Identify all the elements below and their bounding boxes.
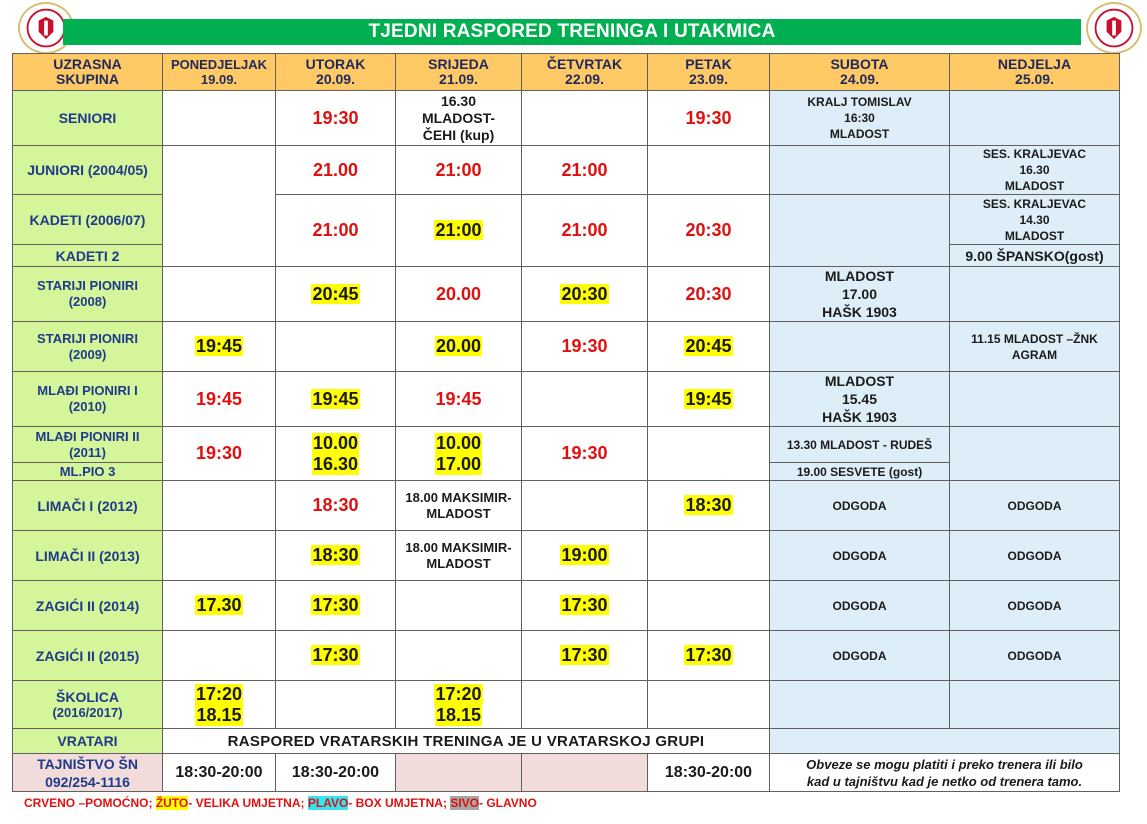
page-title: TJEDNI RASPORED TRENINGA I UTAKMICA <box>63 19 1081 45</box>
cell-thu: 19:30 <box>522 322 648 372</box>
cell-line: 11.15 MLADOST –ŽNK <box>971 331 1098 346</box>
cell-line: SES. KRALJEVAC <box>982 147 1087 161</box>
cell-sun <box>950 267 1120 322</box>
time-highlight: 19:45 <box>312 388 359 409</box>
group-line: 092/254-1116 <box>45 773 130 790</box>
cell-sat: 13.30 MLADOST - RUDEŠ <box>770 427 950 463</box>
legend-gray-desc: - GLAVNO <box>479 796 537 810</box>
cell-sat <box>770 681 950 729</box>
cell-sun: ODGODA <box>950 581 1120 631</box>
cell-sun <box>950 195 1120 245</box>
cell-sat: ODGODA <box>770 481 950 531</box>
cell-fri <box>648 681 770 729</box>
cell-thu <box>522 481 648 531</box>
day-date: 23.09. <box>689 71 728 87</box>
day-date: 22.09. <box>565 71 604 87</box>
cell-sun: ODGODA <box>950 631 1120 681</box>
table-row <box>13 267 1120 322</box>
group-line: (2011) <box>69 444 106 460</box>
cell-weekend <box>770 729 1120 754</box>
cell-thu <box>522 267 648 322</box>
cell-wed <box>396 754 522 792</box>
header-day-thu <box>522 54 648 91</box>
cell-wed: 21:00 <box>396 146 522 195</box>
cell-line: MLADOST <box>829 127 890 141</box>
cell-thu <box>522 372 648 427</box>
cell-sun <box>950 681 1120 729</box>
header-group-line2: SKUPINA <box>55 71 119 87</box>
cell-fri <box>648 581 770 631</box>
time-highlight: 20:45 <box>312 283 359 304</box>
cell-thu: 19:30 <box>522 427 648 481</box>
group-label: VRATARI <box>13 729 163 754</box>
legend-red: CRVENO –POMOĆNO; <box>24 796 153 810</box>
time-highlight: 17:30 <box>312 645 359 665</box>
cell-fri <box>648 146 770 195</box>
color-legend <box>24 796 537 810</box>
header-day-sat <box>770 54 950 91</box>
cell-fri <box>648 481 770 531</box>
time-highlight: 18:30 <box>312 545 359 565</box>
day-name: PETAK <box>685 56 732 72</box>
group-line: (2010) <box>68 399 107 414</box>
time-highlight: 10.00 <box>312 432 359 453</box>
cell-sat <box>770 91 950 146</box>
time-highlight: 17:20 <box>435 683 482 704</box>
day-name: SUBOTA <box>830 56 889 72</box>
day-date: 20.09. <box>316 71 355 87</box>
cell-sat <box>770 322 950 372</box>
day-name: UTORAK <box>305 56 366 72</box>
cell-tue <box>276 267 396 322</box>
time-highlight: 17:20 <box>195 683 243 704</box>
cell-wed <box>396 531 522 581</box>
cell-line: MLADOST <box>824 268 895 284</box>
legend-blue-desc: - BOX UMJETNA <box>348 796 443 810</box>
cell-sun <box>950 427 1120 481</box>
cell-mon <box>163 631 276 681</box>
goalkeeper-note: RASPORED VRATARSKIH TRENINGA JE U VRATARSKOJ GRUPI <box>163 729 770 754</box>
cell-fri <box>648 427 770 481</box>
group-line: MLAĐI PIONIRI I <box>37 383 138 398</box>
time-highlight: 18.15 <box>196 704 242 725</box>
cell-wed <box>396 427 522 481</box>
header-row <box>13 54 1120 91</box>
time-highlight: 19:00 <box>561 545 608 565</box>
cell-tue <box>276 631 396 681</box>
day-name: PONEDJELJAK <box>170 57 268 72</box>
cell-sat: ODGODA <box>770 631 950 681</box>
note-line: Obveze se mogu platiti i preko trenera ili bilo <box>806 756 1083 772</box>
cell-wed <box>396 195 522 267</box>
day-date: 19.09. <box>200 72 238 87</box>
legend-sep: ; <box>300 796 305 810</box>
cell-fri <box>648 372 770 427</box>
cell-line: MLADOST <box>1004 179 1065 193</box>
header-group <box>13 54 163 91</box>
schedule-table <box>12 53 1120 792</box>
cell-mon <box>163 681 276 729</box>
cell-line: HAŠK 1903 <box>822 304 897 320</box>
cell-line: ČEHI (kup) <box>422 126 495 143</box>
table-row <box>13 146 1120 195</box>
cell-sat: 19.00 SESVETE (gost) <box>770 463 950 481</box>
table-row <box>13 481 1120 531</box>
cell-line: 16.30 <box>440 92 477 109</box>
header-group-line1: UZRASNA <box>53 56 122 72</box>
cell-sat <box>770 372 950 427</box>
group-label: ZAGIĆI II (2014) <box>13 581 163 631</box>
legend-gray-word: SIVO <box>450 796 479 810</box>
cell-mon <box>163 531 276 581</box>
cell-sun <box>950 146 1120 195</box>
cell-sat <box>770 267 950 322</box>
header-day-sun <box>950 54 1120 91</box>
cell-mon: 19:30 <box>163 427 276 481</box>
cell-line: HAŠK 1903 <box>822 409 897 425</box>
table-row <box>13 754 1120 792</box>
cell-wed <box>396 681 522 729</box>
table-row <box>13 427 1120 463</box>
day-date: 21.09. <box>439 71 478 87</box>
cell-line: 15.45 <box>841 391 878 407</box>
table-row <box>13 631 1120 681</box>
day-date: 25.09. <box>1015 71 1054 87</box>
cell-tue <box>276 581 396 631</box>
cell-line: 18.00 MAKSIMIR- <box>405 489 512 505</box>
cell-tue <box>276 531 396 581</box>
cell-fri: 20:30 <box>648 267 770 322</box>
cell-thu <box>522 91 648 146</box>
group-label: KADETI (2006/07) <box>13 195 163 245</box>
cell-sun: ODGODA <box>950 531 1120 581</box>
cell-sat: ODGODA <box>770 531 950 581</box>
note-line: kad u tajništvu kad je netko od trenera tamo. <box>806 773 1083 789</box>
cell-wed <box>396 631 522 681</box>
cell-sun <box>950 372 1120 427</box>
legend-yellow-word: ŽUTO <box>155 796 189 810</box>
cell-thu <box>522 531 648 581</box>
payment-note <box>770 754 1120 792</box>
group-label: LIMAČI II (2013) <box>13 531 163 581</box>
cell-wed: 20.00 <box>396 267 522 322</box>
time-highlight: 19:45 <box>685 388 732 409</box>
cell-thu: 21:00 <box>522 146 648 195</box>
cell-tue: 18:30 <box>276 481 396 531</box>
cell-sun: 9.00 ŠPANSKO(gost) <box>950 245 1120 267</box>
group-line: (2008) <box>68 294 107 309</box>
time-highlight: 19:45 <box>195 336 243 356</box>
day-name: ČETVRTAK <box>546 56 623 72</box>
cell-sun: ODGODA <box>950 481 1120 531</box>
cell-sat: ODGODA <box>770 581 950 631</box>
group-label <box>13 322 163 372</box>
office-label <box>13 754 163 792</box>
cell-tue: 21:00 <box>276 195 396 267</box>
cell-sun <box>950 91 1120 146</box>
group-label: KADETI 2 <box>13 245 163 267</box>
cell-fri <box>648 631 770 681</box>
day-date: 24.09. <box>840 71 879 87</box>
cell-tue: 21.00 <box>276 146 396 195</box>
cell-line: MLADOST- <box>421 109 496 126</box>
legend-blue-word: PLAVO <box>307 796 349 810</box>
cell-line: 14.30 <box>1019 212 1050 227</box>
cell-fri: 20:30 <box>648 195 770 267</box>
cell-tue <box>276 372 396 427</box>
cell-mon <box>163 322 276 372</box>
time-highlight: 17.00 <box>435 453 482 474</box>
cell-mon <box>163 146 276 267</box>
cell-thu <box>522 681 648 729</box>
time-highlight: 17.30 <box>196 595 242 615</box>
day-name: SRIJEDA <box>428 56 489 72</box>
header-day-wed <box>396 54 522 91</box>
group-label <box>13 681 163 729</box>
group-line: (2016/2017) <box>52 704 123 720</box>
cell-line: 16:30 <box>844 111 875 125</box>
cell-wed: 19:45 <box>396 372 522 427</box>
group-label: SENIORI <box>13 91 163 146</box>
table-row <box>13 322 1120 372</box>
table-row <box>13 372 1120 427</box>
time-highlight: 10.00 <box>435 432 482 453</box>
table-row <box>13 681 1120 729</box>
cell-fri: 18:30-20:00 <box>648 754 770 792</box>
cell-mon <box>163 581 276 631</box>
cell-thu <box>522 581 648 631</box>
cell-fri: 19:30 <box>648 91 770 146</box>
cell-thu <box>522 631 648 681</box>
cell-thu <box>522 754 648 792</box>
legend-yellow-desc: - VELIKA UMJETNA <box>188 796 301 810</box>
group-label: JUNIORI (2004/05) <box>13 146 163 195</box>
day-name: NEDJELJA <box>997 56 1072 72</box>
cell-sat <box>770 146 950 195</box>
group-label <box>13 427 163 463</box>
cell-wed <box>396 322 522 372</box>
group-line: STARIJI PIONIRI <box>37 278 138 293</box>
group-label: ML.PIO 3 <box>13 463 163 481</box>
group-label <box>13 267 163 322</box>
header-day-mon <box>163 54 276 91</box>
group-line: (2009) <box>68 346 107 362</box>
group-line: MLAĐI PIONIRI II <box>35 428 140 444</box>
cell-sat <box>770 195 950 267</box>
group-label: LIMAČI I (2012) <box>13 481 163 531</box>
cell-mon: 19:45 <box>163 372 276 427</box>
cell-wed <box>396 91 522 146</box>
table-row <box>13 581 1120 631</box>
time-highlight: 17:30 <box>561 645 608 665</box>
time-highlight: 17:30 <box>561 595 608 615</box>
header-day-tue <box>276 54 396 91</box>
cell-tue <box>276 681 396 729</box>
time-highlight: 17:30 <box>312 595 359 615</box>
cell-tue: 19:30 <box>276 91 396 146</box>
cell-line: AGRAM <box>1011 347 1058 362</box>
group-line: ŠKOLICA <box>56 688 119 705</box>
legend-sep: ; <box>442 796 447 810</box>
group-line: TAJNIŠTVO ŠN <box>37 755 138 772</box>
group-label <box>13 372 163 427</box>
table-row <box>13 531 1120 581</box>
time-highlight: 20:30 <box>561 283 608 304</box>
cell-tue <box>276 322 396 372</box>
time-highlight: 16.30 <box>312 453 359 474</box>
cell-line: SES. KRALJEVAC <box>982 196 1087 211</box>
group-line: STARIJI PIONIRI <box>37 330 138 346</box>
cell-mon <box>163 481 276 531</box>
cell-tue: 18:30-20:00 <box>276 754 396 792</box>
time-highlight: 18:30 <box>685 495 732 515</box>
cell-line: 16.30 <box>1019 163 1050 177</box>
cell-line: MLADOST <box>426 505 491 521</box>
cell-line: 17.00 <box>841 286 878 302</box>
cell-line: MLADOST <box>426 555 491 571</box>
table-row <box>13 729 1120 754</box>
cell-mon <box>163 267 276 322</box>
cell-fri <box>648 531 770 581</box>
cell-fri <box>648 322 770 372</box>
table-row <box>13 91 1120 146</box>
time-highlight: 20.00 <box>435 336 482 356</box>
cell-line: KRALJ TOMISLAV <box>807 95 912 109</box>
cell-mon <box>163 91 276 146</box>
time-highlight: 17:30 <box>685 645 732 665</box>
cell-wed <box>396 481 522 531</box>
time-highlight: 20:45 <box>685 336 732 356</box>
time-highlight: 18.15 <box>435 704 482 725</box>
cell-line: MLADOST <box>1004 228 1065 243</box>
group-label: ZAGIĆI II (2015) <box>13 631 163 681</box>
cell-tue <box>276 427 396 481</box>
cell-mon: 18:30-20:00 <box>163 754 276 792</box>
cell-line: 18.00 MAKSIMIR- <box>405 539 512 555</box>
cell-sun <box>950 322 1120 372</box>
club-crest-right-icon <box>1086 2 1142 54</box>
time-highlight: 21:00 <box>435 220 482 240</box>
cell-line: MLADOST <box>824 373 895 389</box>
cell-wed <box>396 581 522 631</box>
header-day-fri <box>648 54 770 91</box>
cell-thu: 21:00 <box>522 195 648 267</box>
